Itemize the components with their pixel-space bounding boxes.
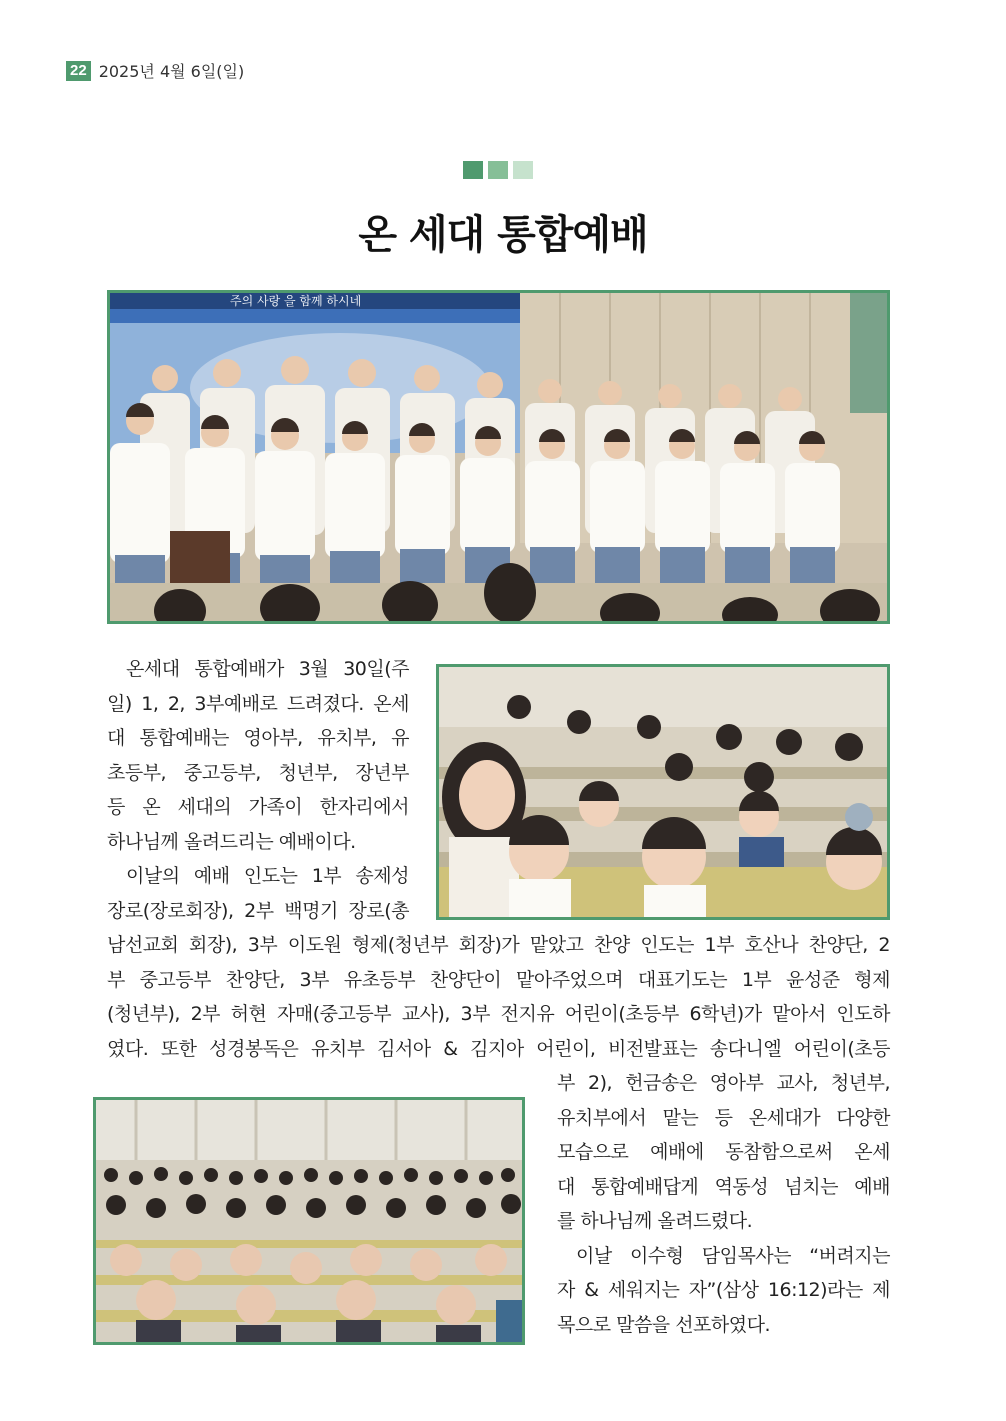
- article-line: (청년부), 2부 허현 자매(중고등부 교사), 3부 전지유 어린이(초등부 6학년)가 맡아서 인도하: [107, 1003, 890, 1025]
- article-line: 등 온 세대의 가족이 한자리에서: [107, 796, 409, 818]
- page-number: 22: [66, 61, 91, 81]
- article-line: 였다. 또한 성경봉독은 유치부 김서아 & 김지아 어린이, 비전발표는 송다니엘 어린이(초등: [107, 1037, 890, 1060]
- children-congregation-photo: [436, 664, 890, 920]
- screen-banner-text: 주의 사랑 을 함께 하시네: [230, 294, 362, 308]
- issue-date: 2025년 4월 6일(일): [98, 62, 245, 81]
- article-line: 일) 1, 2, 3부예배로 드려졌다. 온세: [107, 692, 409, 715]
- article-line: 부 중고등부 찬양단, 3부 유초등부 찬양단이 맡아주었으며 대표기도는 1부 윤성준 형제: [107, 968, 890, 991]
- ornament-square-dark: [463, 161, 483, 179]
- article-line: 하나님께 올려드리는 예배이다.: [107, 830, 356, 853]
- article-line: 남선교회 회장), 3부 이도원 형제(청년부 회장)가 맡았고 찬양 인도는 1부 호산나 찬양단, 2: [107, 934, 890, 956]
- ornament-square-light: [513, 161, 533, 179]
- article-line: 목으로 말씀을 선포하였다.: [557, 1313, 771, 1336]
- article-line: 부 2), 헌금송은 영아부 교사, 청년부,: [557, 1072, 890, 1094]
- article-line: 장로(장로회장), 2부 백명기 장로(총: [107, 899, 409, 922]
- article-line: 온세대 통합예배가 3월 30일(주: [126, 658, 409, 680]
- article-line: 이날의 예배 인도는 1부 송제성: [126, 865, 409, 887]
- article-line: 이날 이수형 담임목사는 “버려지는: [576, 1244, 890, 1267]
- article-column-right: [557, 1066, 890, 1342]
- article-line: 대 통합예배는 영아부, 유치부, 유: [107, 727, 409, 749]
- article-column-full: [107, 928, 890, 1066]
- ornament-square-mid: [488, 161, 508, 179]
- choir-photo-image: [110, 293, 887, 621]
- article-line: 대 통합예배답게 역동성 넘치는 예배: [557, 1175, 890, 1198]
- choir-photo: [107, 290, 890, 624]
- article-line: 유치부에서 맡는 등 온세대가 다양한: [557, 1106, 890, 1129]
- article-line: 모습으로 예배에 동참함으로써 온세: [557, 1141, 890, 1163]
- page-header: [66, 59, 244, 82]
- congregation-photo-image: [96, 1100, 522, 1342]
- article-line: 자 & 세워지는 자”(삼상 16:12)라는 제: [557, 1279, 890, 1301]
- article-line: 초등부, 중고등부, 청년부, 장년부: [107, 761, 409, 784]
- title-ornament: [463, 161, 533, 179]
- article-title: 온 세대 통합예배: [358, 212, 648, 258]
- children-congregation-photo-image: [439, 667, 887, 917]
- article-column-left: [107, 652, 409, 928]
- congregation-photo: [93, 1097, 525, 1345]
- article-line: 를 하나님께 올려드렸다.: [557, 1210, 753, 1232]
